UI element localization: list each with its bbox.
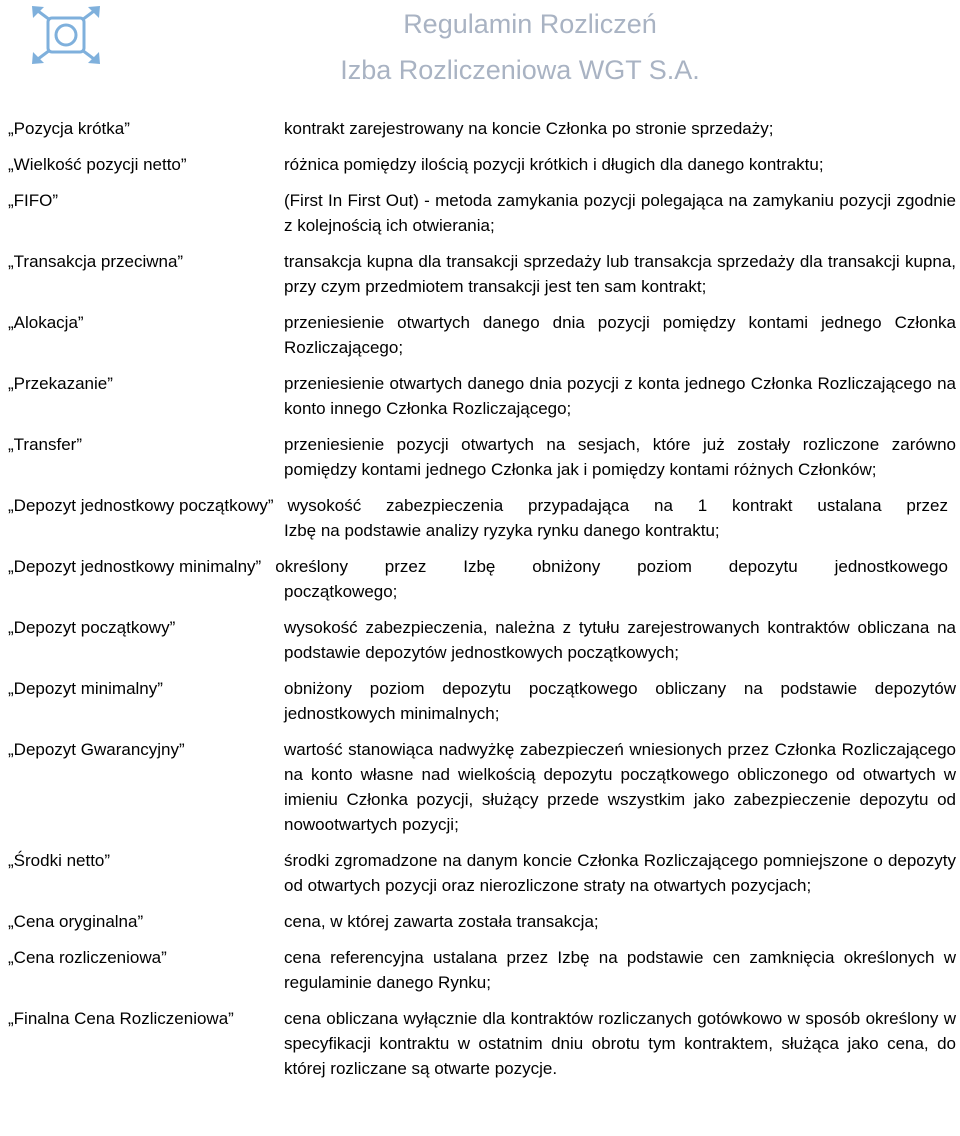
definition-text: wysokość zabezpieczenia, należna z tytułu zarejestrowanych kontraktów obliczana na podstawie depozytów jednostkowych początkowych; — [284, 618, 956, 662]
definition-entry — [0, 310, 960, 360]
definition-entry — [0, 249, 960, 299]
definition-text-continued: Izbę na podstawie analizy ryzyka rynku danego kontraktu; — [284, 521, 720, 540]
definition-first-line — [8, 493, 948, 518]
definition-entry — [0, 188, 960, 238]
definition-text: cena referencyjna ustalana przez Izbę na podstawie cen zamknięcia określonych w regulaminie danego Rynku; — [284, 948, 956, 992]
definition-term: „Alokacja” — [8, 313, 84, 332]
definition-text: cena obliczana wyłącznie dla kontraktów rozliczanych gotówkowo w sposób określony w specyfikacji kontraktu w ostatnim dniu obrotu tym kontraktem, służąca jako cena, do której rozliczane są otwarte pozycje. — [284, 1009, 956, 1078]
definition-text: transakcja kupna dla transakcji sprzedaży lub transakcja sprzedaży dla transakcji kupna, przy czym przedmiotem transakcji jest ten sam kontrakt; — [284, 252, 956, 296]
definition-entry — [0, 615, 960, 665]
definition-term: „Transakcja przeciwna” — [8, 252, 184, 271]
definition-entry — [0, 676, 960, 726]
definition-entry — [0, 848, 960, 898]
definition-text: kontrakt zarejestrowany na koncie Członka po stronie sprzedaży; — [284, 119, 774, 138]
definition-first-line — [8, 554, 948, 579]
definition-entry — [0, 152, 960, 177]
definition-term: „Depozyt początkowy” — [8, 618, 176, 637]
definition-entry — [0, 1006, 960, 1081]
definitions-list — [0, 116, 960, 1092]
definition-text: wartość stanowiąca nadwyżkę zabezpieczeń wniesionych przez Członka Rozliczającego na konto własne nad wielkością depozytu początkowego obliczonego od otwartych w imieniu Członka pozycji, służący przede wszystkim jako zabezpieczenie depozytu od nowootwartych pozycji; — [284, 740, 956, 834]
definition-text: wysokość zabezpieczenia przypadająca na 1 kontrakt ustalana przez — [287, 496, 948, 515]
definition-text-continued: początkowego; — [284, 582, 398, 601]
definition-text: przeniesienie otwartych danego dnia pozycji z konta jednego Członka Rozliczającego na konto innego Członka Rozliczającego; — [284, 374, 956, 418]
definition-entry — [0, 493, 948, 543]
definition-term: „Transfer” — [8, 435, 82, 454]
page-subtitle: Izba Rozliczeniowa WGT S.A. — [340, 55, 700, 85]
definition-term: „Przekazanie” — [8, 374, 113, 393]
definition-entry — [0, 371, 960, 421]
definition-term: „Pozycja krótka” — [8, 119, 130, 138]
definition-text: cena, w której zawarta została transakcja; — [284, 912, 599, 931]
definition-entry — [0, 909, 960, 934]
definition-text: (First In First Out) - metoda zamykania pozycji polegająca na zamykaniu pozycji zgodnie z kolejnością ich otwierania; — [284, 191, 956, 235]
definition-term: „FIFO” — [8, 191, 59, 210]
definition-text: przeniesienie otwartych danego dnia pozycji pomiędzy kontami jednego Członka Rozliczającego; — [284, 313, 956, 357]
definition-entry — [0, 945, 960, 995]
expand-arrows-logo — [30, 4, 102, 66]
definition-text: przeniesienie pozycji otwartych na sesjach, które już zostały rozliczone zarówno pomiędzy kontami jednego Członka jak i pomiędzy kontami różnych Członków; — [284, 435, 956, 479]
definition-term: „Cena oryginalna” — [8, 912, 144, 931]
definition-term: „Finalna Cena Rozliczeniowa” — [8, 1009, 234, 1028]
definition-term: „Środki netto” — [8, 851, 111, 870]
definition-term: „Depozyt jednostkowy początkowy” — [8, 496, 274, 515]
definition-text: obniżony poziom depozytu początkowego obliczany na podstawie depozytów jednostkowych minimalnych; — [284, 679, 956, 723]
definition-term: „Wielkość pozycji netto” — [8, 155, 187, 174]
definition-entry — [0, 116, 960, 141]
definition-text: środki zgromadzone na danym koncie Członka Rozliczającego pomniejszone o depozyty od otwartych pozycji oraz nierozliczone straty na otwartych pozycjach; — [284, 851, 956, 895]
definition-term: „Depozyt jednostkowy minimalny” — [8, 557, 262, 576]
definition-term: „Cena rozliczeniowa” — [8, 948, 167, 967]
definition-entry — [0, 737, 960, 837]
definition-entry — [0, 432, 960, 482]
definition-term: „Depozyt minimalny” — [8, 679, 163, 698]
definition-term: „Depozyt Gwarancyjny” — [8, 740, 185, 759]
definition-text: określony przez Izbę obniżony poziom depozytu jednostkowego — [275, 557, 948, 576]
definition-text: różnica pomiędzy ilością pozycji krótkich i długich dla danego kontraktu; — [284, 155, 824, 174]
definition-entry — [0, 554, 948, 604]
page-title: Regulamin Rozliczeń — [403, 9, 657, 39]
